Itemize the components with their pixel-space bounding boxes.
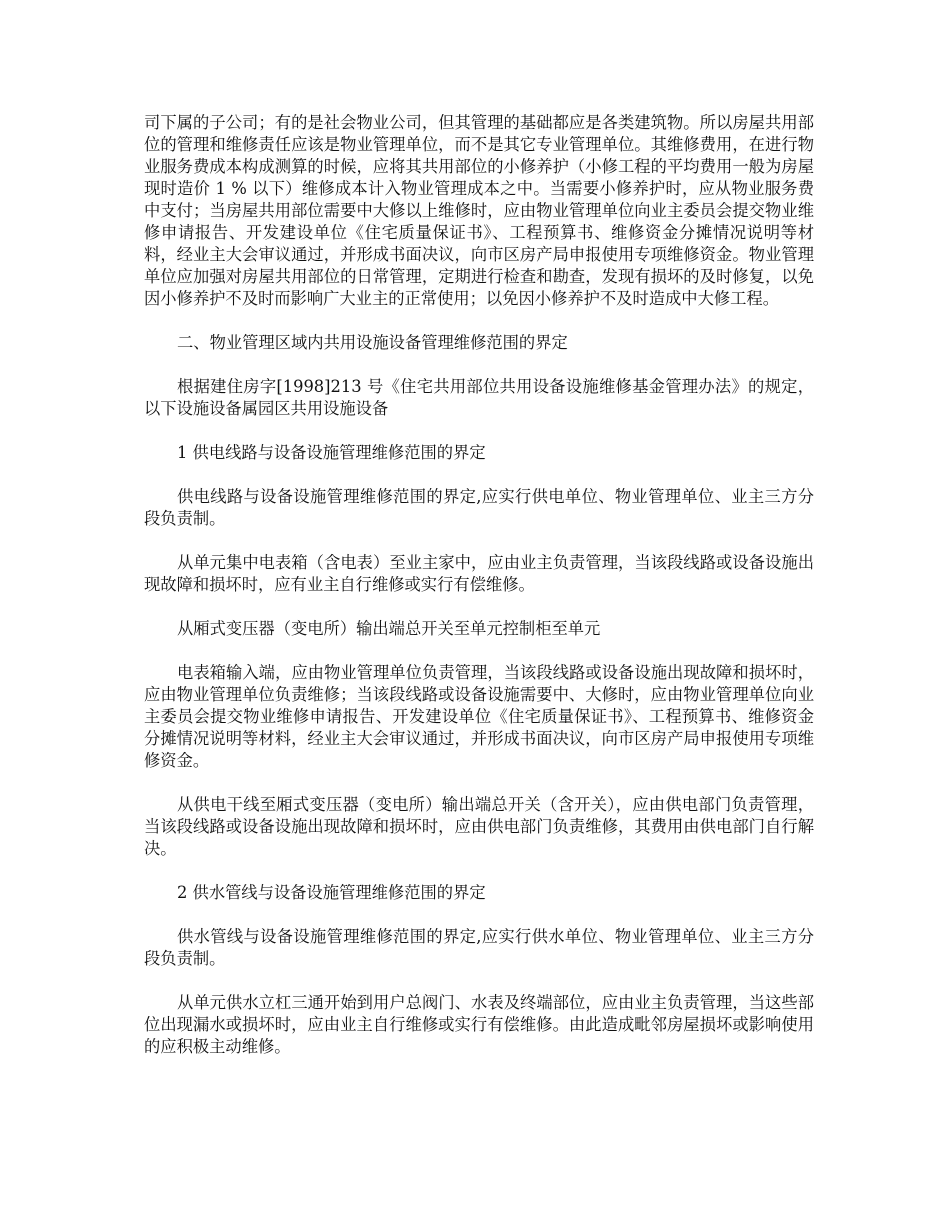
section-heading-2: 二、物业管理区域内共用设施设备管理维修范围的界定 <box>177 333 568 352</box>
paragraph-6: 从单元集中电表箱（含电表）至业主家中，应由业主负责管理，当该段线路或设备设施出现故障和损坏时，应有业主自行维修或实行有偿维修。 <box>144 553 814 594</box>
document-page <box>144 112 814 1080</box>
subheading-water-supply: 2 供水管线与设备设施管理维修范围的界定 <box>177 883 486 902</box>
paragraph-5: 供电线路与设备设施管理维修范围的界定,应实行供电单位、物业管理单位、业主三方分段负责制。 <box>144 487 814 528</box>
paragraph-1: 司下属的子公司；有的是社会物业公司，但其管理的基础都应是各类建筑物。所以房屋共用部位的管理和维修责任应该是物业管理单位，而不是其它专业管理单位。其维修费用，在进行物业服务费成本构成测算的时候，应将其共用部位的小修养护（小修工程的平均费用一般为房屋现时造价 1 % 以下）维修成本计入物业管理成本之中。当需要小修养护时，应从物业服务费中支付；当房屋共用部位需要中大修以上维修时，应由物业管理单位向业主委员会提交物业维修申请报告、开发建设单位《住宅质量保证书》、工程预算书、维修资金分摊情况说明等材料，经业主大会审议通过，并形成书面决议，向市区房产局申报使用专项维修资金。物业管理单位应加强对房屋共用部位的日常管理，定期进行检查和勘查，发现有损坏的及时修复，以免因小修养护不及时而影响广大业主的正常使用；以免因小修养护不及时造成中大修工程。 <box>144 113 814 308</box>
subheading-power-supply: 1 供电线路与设备设施管理维修范围的界定 <box>177 443 486 462</box>
paragraph-8: 电表箱输入端，应由物业管理单位负责管理，当该段线路或设备设施出现故障和损坏时，应由物业管理单位负责维修；当该段线路或设备设施需要中、大修时，应由物业管理单位向业主委员会提交物业维修申请报告、开发建设单位《住宅质量保证书》、工程预算书、维修资金分摊情况说明等材料，经业主大会审议通过，并形成书面决议，向市区房产局申报使用专项维修资金。 <box>144 663 814 770</box>
paragraph-3: 根据建住房字[1998]213 号《住宅共用部位共用设备设施维修基金管理办法》的规定，以下设施设备属园区共用设施设备 <box>144 377 814 418</box>
paragraph-7: 从厢式变压器（变电所）输出端总开关至单元控制柜至单元 <box>177 619 601 638</box>
paragraph-12: 从单元供水立杠三通开始到用户总阀门、水表及终端部位，应由业主负责管理，当这些部位出现漏水或损坏时，应由业主自行维修或实行有偿维修。由此造成毗邻房屋损坏或影响使用的应积极主动维修。 <box>144 993 814 1056</box>
paragraph-9: 从供电干线至厢式变压器（变电所）输出端总开关（含开关），应由供电部门负责管理，当该段线路或设备设施出现故障和损坏时，应由供电部门负责维修，其费用由供电部门自行解决。 <box>144 795 814 858</box>
paragraph-11: 供水管线与设备设施管理维修范围的界定,应实行供水单位、物业管理单位、业主三方分段负责制。 <box>144 927 814 968</box>
